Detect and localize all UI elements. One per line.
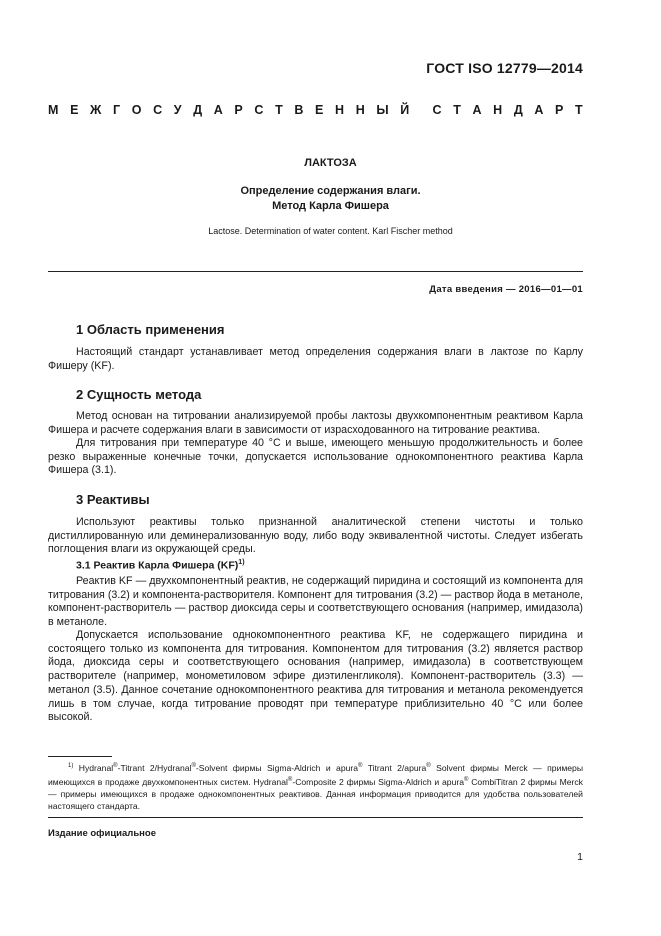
heading-letter: Д <box>193 103 203 117</box>
subtitle-line-2: Метод Карла Фишера <box>272 200 389 212</box>
divider-bottom <box>48 817 583 818</box>
heading-letter: А <box>534 103 544 117</box>
document-title: ЛАКТОЗА <box>304 157 357 169</box>
heading-letter: М <box>48 103 59 117</box>
heading-letter: Т <box>575 103 583 117</box>
section-3-1-heading: 3.1 Реактив Карла Фишера (KF)$^{1)}$ <box>76 559 245 572</box>
heading-letter: Р <box>555 103 564 117</box>
section-2-heading: 2 Сущность метода <box>76 387 202 402</box>
heading-letter: А <box>472 103 482 117</box>
introduction-date: Дата введения — 2016—01—01 <box>429 284 583 295</box>
section-2-paragraph-1: Метод основан на титровании анализируемой пробы лактозы двухкомпонентным реактивом Карла Фишера и расчете содержания влаги в зависимости от израсходованного на титрование реактива. <box>48 410 583 436</box>
heading-letter: С <box>254 103 264 117</box>
page-number: 1 <box>577 851 583 863</box>
heading-letter: Й <box>400 103 410 117</box>
heading-letter: Т <box>453 103 461 117</box>
divider <box>48 271 583 272</box>
heading-letter: Е <box>70 103 79 117</box>
section-1-paragraph: Настоящий стандарт устанавливает метод определения содержания влаги в лактозе по Карлу Фишеру (KF). <box>48 346 583 372</box>
heading-letter: С <box>153 103 163 117</box>
heading-letter: Д <box>513 103 523 117</box>
heading-letter: О <box>131 103 142 117</box>
heading-letter: Е <box>315 103 324 117</box>
english-title: Lactose. Determination of water content. Karl Fischer method <box>208 226 453 236</box>
heading-letter: Р <box>234 103 243 117</box>
heading-letter: Ж <box>90 103 102 117</box>
heading-letter: Н <box>335 103 345 117</box>
section-3-paragraph: Используют реактивы только признанной аналитической степени чистоты и только дистиллированную или деминерализованную воду, либо воду эквивалентной чистоты. Следует избегать поглощения влаги из окружающей среды. <box>48 516 583 556</box>
edition-label: Издание официальное <box>48 828 156 839</box>
heading-letter: Г <box>113 103 121 117</box>
heading-letter: Н <box>355 103 365 117</box>
section-3-heading: 3 Реактивы <box>76 492 150 507</box>
standard-code: ГОСТ ISO 12779—2014 <box>426 60 583 76</box>
document-subtitle <box>0 184 661 214</box>
footnote-separator <box>48 756 112 757</box>
heading-letter: У <box>173 103 182 117</box>
heading-letter: С <box>432 103 442 117</box>
interstate-standard-heading <box>48 103 583 117</box>
heading-letter: Ы <box>376 103 389 117</box>
section-3-1-paragraph-1: Реактив KF — двухкомпонентный реактив, не содержащий пиридина и состоящий из компонента для титрования (3.2) и компонента-растворителя. Компонент для титрования (3.2) — раствор йода в метаноле, компонент-растворитель — раствор диоксида серы и соответствующего основания (например, имидазола) в метаноле. <box>48 575 583 629</box>
heading-letter: Н <box>493 103 503 117</box>
subtitle-line-1: Определение содержания влаги. <box>240 185 421 197</box>
section-3-1-paragraph-2: Допускается использование однокомпонентного реактива KF, не содержащего пиридина и состоящего только из компонента для титрования. Компонентом для титрования (3.2) является раствор йода, диоксида серы и соответствующего основания (например, имидазола) в соответствующем растворителе (например, монометиловом эфире диэтиленгликоля). Компонент-растворитель (3.3) — метанол (3.5). Данное сочетание однокомпонентного реактива для титрования и метанола рекомендуется лишь в том случае, когда титрование проводят при температуре приблизительно 40 °С или более высокой. <box>48 629 583 724</box>
section-2-paragraph-2: Для титрования при температуре 40 °С и выше, имеющего меньшую продолжительность и более резко выраженные конечные точки, допускается использование однокомпонентного реактива Карла Фишера (3.1). <box>48 437 583 477</box>
section-1-heading: 1 Область применения <box>76 322 225 337</box>
heading-letter: А <box>213 103 223 117</box>
footnote: $^{1)}$ Hydranal®-Titrant 2/Hydranal®-Solvent фирмы Sigma-Aldrich и apura® Titrant 2/apura® Solvent фирмы Merck — примеры имеющихся в продаже двухкомпонентных систем. Hydranal®-Composite 2 фирмы Sigma-Aldrich и apura® CombiTitran 2 фирмы Merck — примеры имеющихся в продаже однокомпонентных реактивов. Данная информация приводится для удобства пользователей настоящего стандарта. <box>48 762 584 812</box>
heading-letter: Т <box>275 103 283 117</box>
heading-letter: В <box>294 103 304 117</box>
footnote-reference: 1) <box>238 559 245 566</box>
